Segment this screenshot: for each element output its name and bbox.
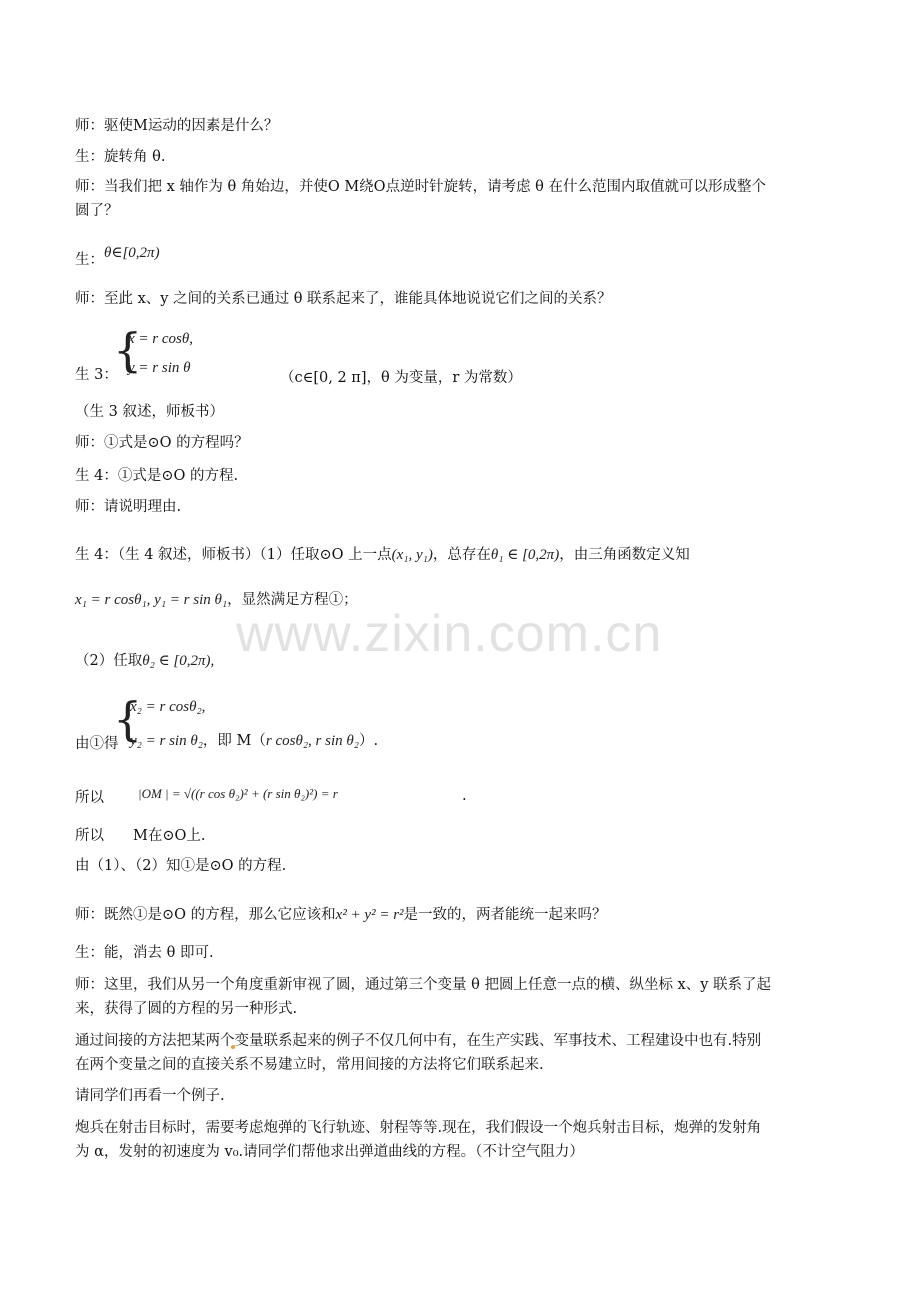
- watermark: www.zixin.com.cn: [236, 605, 663, 663]
- text-line: [75, 250, 104, 270]
- text-line: 师：驱使M运动的因素是什么？: [75, 118, 279, 134]
- text-line: 在两个变量之间的直接关系不易建立时，常用间接的方法将它们联系起来.: [75, 1057, 544, 1073]
- speaker-label: 生 3：: [75, 367, 118, 383]
- text-line: 为 α，发射的初速度为 v₀.请同学们帮他求出弹道曲线的方程。（不计空气阻力）: [75, 1144, 584, 1160]
- text-line: 请同学们再看一个例子.: [75, 1088, 225, 1104]
- text-line: [75, 590, 358, 610]
- text-line: 由①得: [75, 736, 119, 752]
- text-line: 生 4：①式是⊙O 的方程.: [75, 468, 239, 484]
- text-line: 生：旋转角 θ.: [75, 149, 166, 165]
- equation-line: y = r sin θ: [128, 360, 191, 376]
- text-line: 师：至此 x、y 之间的关系已通过 θ 联系起来了，谁能具体地说说它们之间的关系？: [75, 291, 612, 307]
- text-segment: ）.: [358, 733, 379, 749]
- math-expression: θ∈[0,2π): [104, 245, 160, 261]
- condition-text: （c∈[0, 2 π]，θ 为变量，r 为常数）: [280, 370, 522, 386]
- text-segment: ，显然满足方程①；: [227, 592, 358, 608]
- text-line: 师：这里，我们从另一个角度重新审视了圆，通过第三个变量 θ 把圆上任意一点的横、纵坐标 x、y 联系了起: [75, 977, 772, 993]
- text-segment: ，由三角函数定义知: [559, 547, 690, 563]
- math-expression: |OM | = √((r cos θ₂)² + (r sin θ₂)²) = r: [138, 786, 338, 801]
- math-expression: θ₁ ∈ [0,2π): [490, 547, 560, 563]
- text-line: 圆了？: [75, 203, 119, 219]
- text-line: [75, 545, 690, 565]
- text-line: （生 3 叙述，师板书）: [75, 404, 224, 420]
- text-segment: .: [462, 788, 467, 804]
- text-segment: （2）任取: [75, 653, 143, 669]
- text-line: [75, 651, 214, 671]
- equation-line: x = r cosθ,: [128, 331, 193, 347]
- text-segment: 是一致的，两者能统一起来吗？: [403, 907, 607, 923]
- math-expression: (x₁, y₁): [391, 547, 433, 563]
- math-expression: r cosθ₂, r sin θ₂: [265, 733, 359, 749]
- math-expression: θ₂ ∈ [0,2π),: [142, 653, 215, 669]
- math-expression: x² + y² = r²: [335, 907, 404, 923]
- text-line: 生：能，消去 θ 即可.: [75, 945, 214, 961]
- text-line: 炮兵在射击目标时，需要考虑炮弹的飞行轨迹、射程等等.现在，我们假设一个炮兵射击目标，炮弹的发射角: [75, 1120, 762, 1136]
- brace: {: [113, 323, 143, 377]
- text-line: 所以: [75, 790, 104, 806]
- math-expression: x₁ = r cosθ₁, y₁ = r sin θ₁: [75, 592, 228, 608]
- text-line: 来，获得了圆的方程的另一种形式.: [75, 1001, 298, 1017]
- text-segment: 师：既然①是⊙O 的方程，那么它应该和: [75, 907, 336, 923]
- speaker-label: 生：: [75, 252, 104, 268]
- text-line: 师：①式是⊙O 的方程吗？: [75, 435, 249, 451]
- brace: {: [113, 692, 143, 746]
- equation-line: y₂ = r sin θ₂: [130, 733, 203, 749]
- text-segment: 生 4：（生 4 叙述，师板书）（1）任取⊙O 上一点: [75, 547, 392, 563]
- text-line: [130, 729, 378, 750]
- equation-line: x₂ = r cosθ₂,: [130, 699, 206, 715]
- text-segment: ，即 M（: [202, 733, 266, 749]
- text-line: 通过间接的方法把某两个变量联系起来的例子不仅几何中有，在生产实践、军事技术、工程建设中也有.特别: [75, 1033, 762, 1049]
- text-line: 由（1）、（2）知①是⊙O 的方程.: [75, 858, 287, 874]
- text-line: [75, 905, 607, 925]
- text-line: 师：请说明理由.: [75, 499, 182, 515]
- text-segment: ，总存在: [432, 547, 491, 563]
- text-line: 师：当我们把 x 轴作为 θ 角始边，并使O M绕O点逆时针旋转，请考虑 θ 在什么范围内取值就可以形成整个: [75, 179, 767, 195]
- text-line: 所以 M在⊙O上.: [75, 828, 206, 844]
